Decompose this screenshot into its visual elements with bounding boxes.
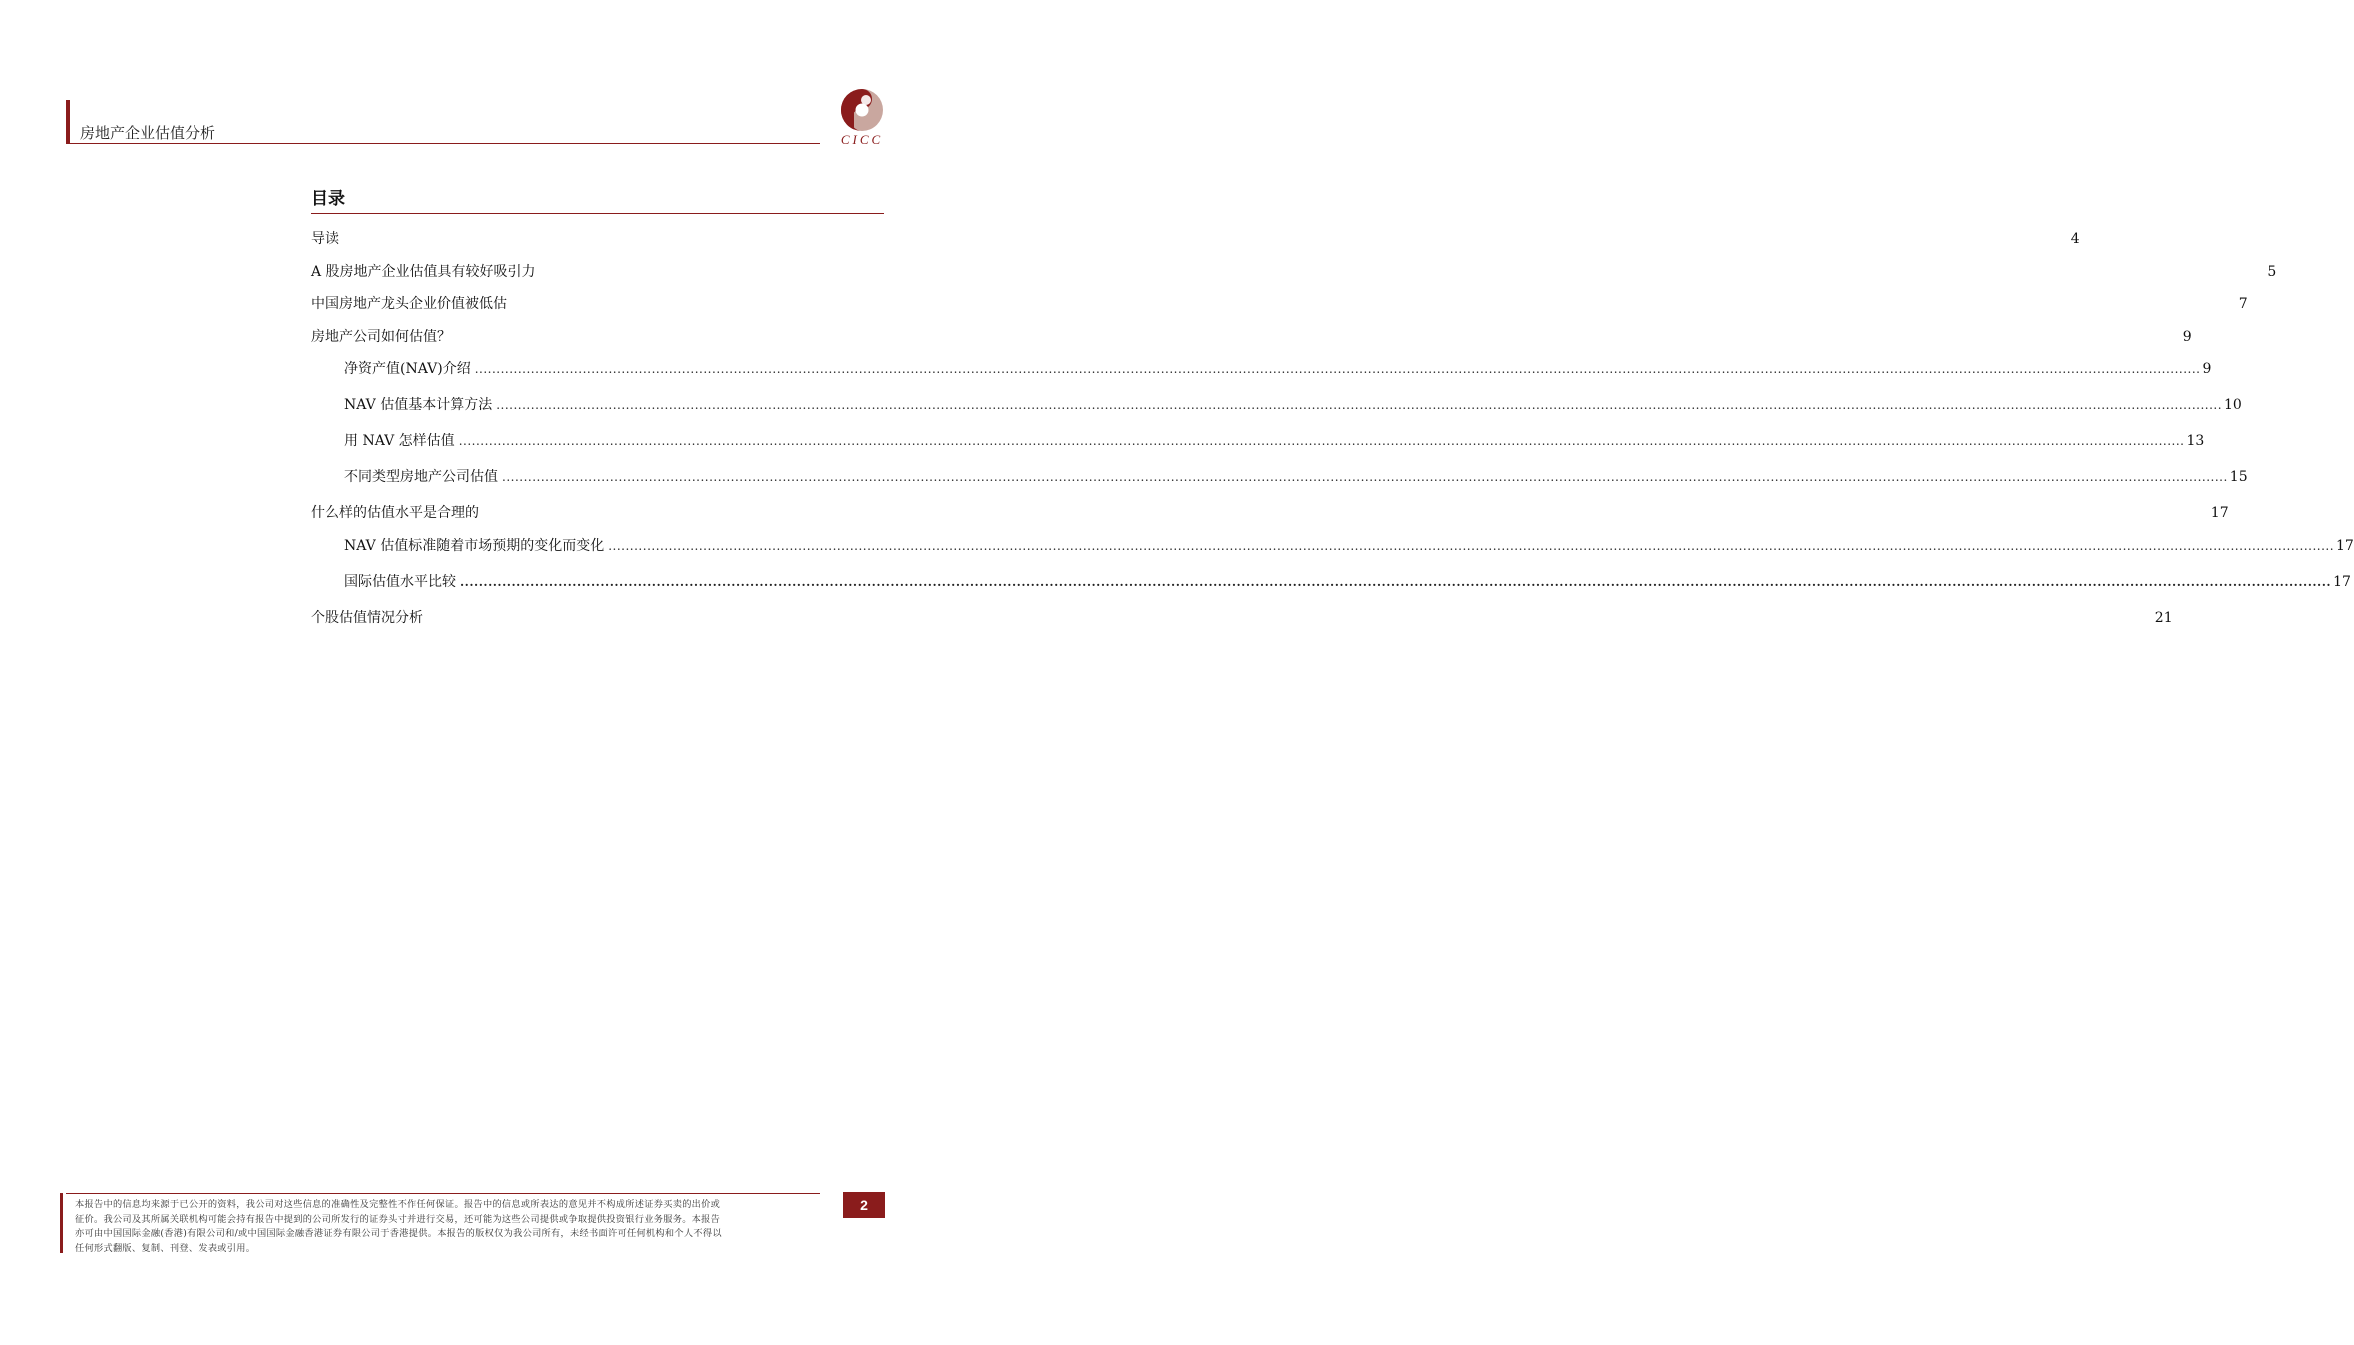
- toc-leader-dots: ................................................................................................................................................................................................................................................................................................................................................................................................................: [502, 470, 2228, 484]
- toc-entry-page: 10: [2224, 397, 2242, 413]
- toc-entry-title: 用 NAV 怎样估值: [344, 433, 455, 449]
- toc-entry-page: 13: [2186, 433, 2205, 449]
- toc-entry-page: 15: [2229, 469, 2248, 485]
- toc-entry-title: 净资产值(NAV)介绍: [344, 361, 471, 377]
- toc-entry[interactable]: [311, 228, 2080, 261]
- disclaimer-line: 任何形式翻版、复制、刊登、发表或引用。: [75, 1242, 256, 1254]
- toc-divider: [311, 213, 884, 214]
- header-divider: [66, 143, 820, 144]
- toc-entry-page: 9: [2202, 361, 2212, 377]
- header-accent-bar: [66, 100, 70, 144]
- toc-heading: 目录: [311, 189, 345, 209]
- toc-leader-dots: ................................................................................................................................................................................................................................................................................................................................................................................................................: [608, 538, 2335, 553]
- toc-entry[interactable]: [311, 535, 2354, 571]
- cicc-logo-icon: [833, 86, 891, 132]
- toc-entry[interactable]: [311, 502, 2229, 535]
- footer-accent-bar: [60, 1193, 63, 1253]
- toc-entry-title: A 股房地产企业估值具有较好吸引力: [311, 263, 536, 280]
- disclaimer-line: 本报告中的信息均来源于已公开的资料，我公司对这些信息的准确性及完整性不作任何保证。报告中的信息或所表达的意见并不构成所述证券买卖的出价或: [75, 1199, 721, 1210]
- toc-entry-page: 17: [2336, 537, 2354, 554]
- cicc-logo: [833, 86, 891, 150]
- report-title: 房地产企业估值分析: [80, 124, 216, 142]
- toc-leader-dots: ................................................................................................................................................................................................................................................................................................................................................................................................................: [496, 398, 2223, 412]
- toc-entry-page: 7: [2238, 296, 2248, 312]
- toc-entry-page: 17: [2333, 573, 2351, 590]
- page-number: 2: [843, 1192, 885, 1218]
- disclaimer-line: 亦可由中国国际金融(香港)有限公司和/或中国国际金融香港证券有限公司于香港提供。本报告的版权仅为我公司所有，未经书面许可任何机构和个人不得以: [75, 1228, 722, 1239]
- toc-entry[interactable]: [311, 430, 2205, 466]
- toc-entry-title: 房地产公司如何估值？: [311, 328, 451, 345]
- toc-entry-title: 个股估值情况分析: [311, 609, 423, 626]
- toc-entry[interactable]: [311, 466, 2248, 502]
- toc-entry[interactable]: [311, 394, 2242, 430]
- toc-entry-title: 不同类型房地产公司估值: [344, 469, 498, 485]
- toc-entry-page: 5: [2267, 263, 2277, 280]
- toc-leader-dots: ................................................................................................................................................................................................................................................................................................................................................................................................................: [460, 574, 2332, 589]
- toc-leader-dots: ................................................................................................................................................................................................................................................................................................................................................................................................................: [458, 434, 2185, 448]
- toc-entry-title: 什么样的估值水平是合理的: [311, 505, 479, 521]
- toc-entry[interactable]: [311, 607, 2173, 640]
- toc-entry-page: 21: [2154, 609, 2173, 626]
- toc-entry[interactable]: [311, 293, 2248, 326]
- toc-entry-title: 国际估值水平比较: [344, 573, 456, 590]
- toc-entry-page: 17: [2210, 505, 2229, 521]
- table-of-contents: [311, 186, 2354, 639]
- toc-entry-title: NAV 估值基本计算方法: [344, 397, 493, 413]
- toc-entry[interactable]: [311, 358, 2212, 394]
- toc-entry-title: 导读: [311, 231, 339, 247]
- toc-entry[interactable]: [311, 326, 2192, 359]
- toc-entry[interactable]: [311, 261, 2277, 294]
- logo-wordmark: CICC: [840, 132, 884, 147]
- disclaimer-line: 征价。我公司及其所属关联机构可能会持有报告中提到的公司所发行的证券头寸并进行交易，还可能为这些公司提供或争取提供投资银行业务服务。本报告: [75, 1213, 721, 1225]
- toc-list: [311, 228, 2354, 639]
- disclaimer: [75, 1198, 820, 1256]
- toc-entry-title: NAV 估值标准随着市场预期的变化而变化: [344, 537, 605, 554]
- toc-entry-title: 中国房地产龙头企业价值被低估: [311, 296, 507, 312]
- toc-entry-page: 9: [2182, 328, 2192, 345]
- toc-entry-page: 4: [2070, 231, 2080, 247]
- footer-divider: [66, 1193, 820, 1194]
- toc-entry[interactable]: [311, 571, 2351, 607]
- toc-leader-dots: ................................................................................................................................................................................................................................................................................................................................................................................................................: [474, 362, 2201, 376]
